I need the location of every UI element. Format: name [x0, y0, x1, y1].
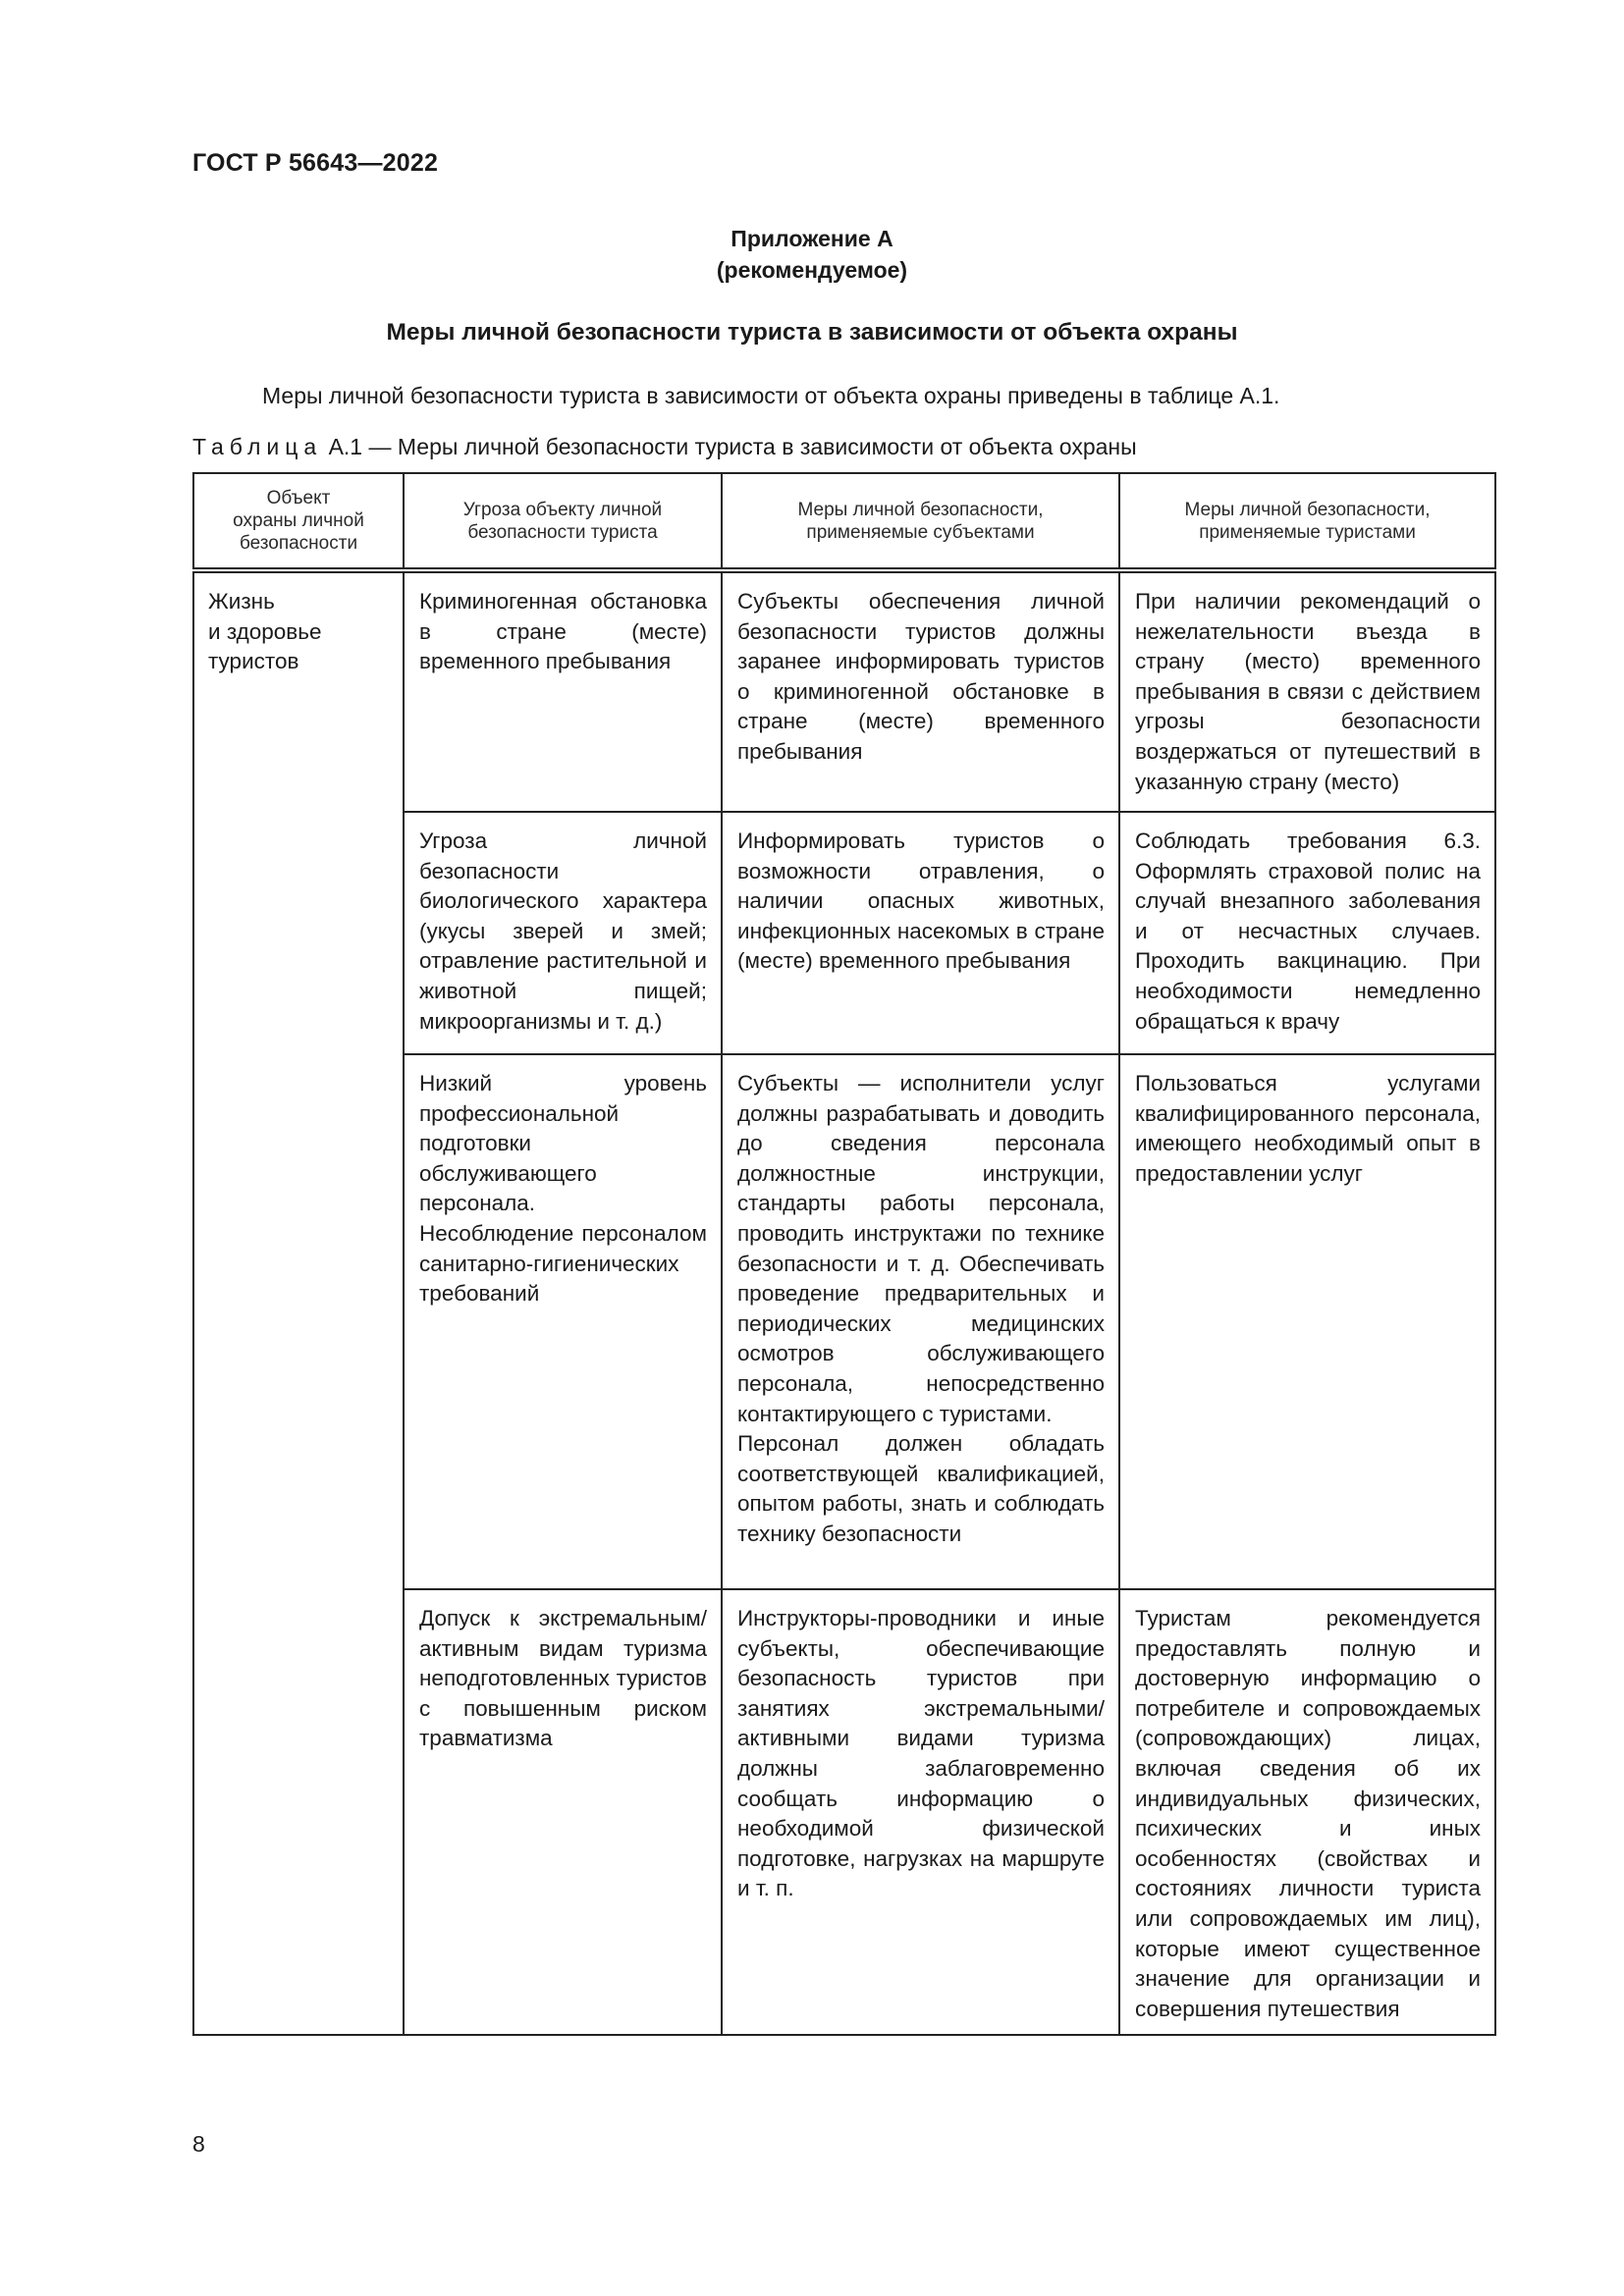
header-object-lines: [194, 487, 403, 555]
subject-measures-cell: [722, 1054, 1119, 1589]
table-row: [193, 570, 1495, 812]
paragraph: Пользоваться услугами квалифицированного персонала, имеющего необходимый опыт в предоставлении услуг: [1135, 1071, 1481, 1186]
object-lines: [194, 573, 403, 687]
header-tourist-measures: [1119, 473, 1495, 570]
appendix-subtitle: (рекомендуемое): [716, 257, 908, 283]
text-line: безопасности: [239, 533, 358, 554]
paragraph: Информировать туристов о возможности отравления, о наличии опасных животных, инфекционных насекомых в стране (месте) временного пребывания: [737, 828, 1105, 974]
intro-paragraph: Меры личной безопасности туриста в зависимости от объекта охраны приведены в таблице А.1.: [262, 383, 1280, 408]
text-line: туристов: [208, 649, 299, 674]
paragraph: Персонал должен обладать соответствующей квалификацией, опытом работы, знать и соблюдать технику безопасности: [737, 1431, 1105, 1546]
paragraph: Соблюдать требования 6.3. Оформлять страховой полис на случай внезапного заболевания и от несчастных случаев. Проходить вакцинацию. При необходимости немедленно обращаться к врачу: [1135, 828, 1481, 1034]
threat-cell: [404, 570, 722, 812]
text-line: Жизнь: [208, 589, 275, 614]
threat-text: [405, 1590, 721, 1764]
tourist-measures-cell: [1119, 570, 1495, 812]
text-line: охраны личной: [233, 510, 364, 531]
tourist-measures-text: [1120, 813, 1494, 1046]
header-object: [193, 473, 404, 570]
paragraph: Допуск к экстремальным/активным видам туризма неподготовленных туристов с повышенным риском травматизма: [419, 1606, 707, 1751]
table-caption-text: А.1 — Меры личной безопасности туриста в зависимости от объекта охраны: [322, 434, 1137, 459]
tourist-measures-text: [1120, 1055, 1494, 1199]
tourist-measures-text: [1120, 573, 1494, 807]
text-line: Меры личной безопасности,: [797, 499, 1044, 520]
text-line: применяемые туристами: [1199, 521, 1416, 543]
paragraph: Несоблюдение персоналом санитарно-гигиенических требований: [419, 1220, 707, 1307]
subject-measures-text: [723, 813, 1118, 987]
text-line: безопасности туриста: [467, 521, 658, 543]
subject-measures-cell: [722, 1589, 1119, 2035]
subject-measures-cell: [722, 570, 1119, 812]
threat-text: [405, 1055, 721, 1319]
paragraph: Инструкторы-проводники и иные субъекты, обеспечивающие безопасность туристов при занятиях экстремальными/активными видами туризма должны заблаговременно сообщать информацию о необходимой физической подготовке, нагрузках на маршруте и т. п.: [737, 1606, 1105, 1901]
text-line: Объект: [266, 488, 331, 508]
tourist-measures-cell: [1119, 1589, 1495, 2035]
header-subject-measures: [722, 473, 1119, 570]
paragraph: Туристам рекомендуется предоставлять полную и достоверную информацию о потребителе и сопровождаемых (сопровождающих) лицах, включая сведения об их индивидуальных физических, психических и иных особенностях (свойствах и состояниях личности туриста или сопровождаемых им лиц), которые имеют существенное значение для организации и совершения путешествия: [1135, 1606, 1481, 2021]
subject-measures-cell: [722, 812, 1119, 1054]
tourist-measures-cell: [1119, 1054, 1495, 1589]
appendix-title: Приложение А: [731, 226, 893, 251]
header-threat-lines: [405, 499, 721, 544]
subject-measures-text: [723, 573, 1118, 777]
threat-cell: [404, 812, 722, 1054]
text-line: применяемые субъектами: [806, 521, 1035, 543]
table-caption-label: Таблица: [192, 434, 323, 459]
paragraph: При наличии рекомендаций о нежелательности въезда в страну (место) временного пребывания в связи с действием угрозы безопасности воздержаться от путешествий в указанную страну (место): [1135, 589, 1481, 794]
measures-table: [192, 472, 1496, 2036]
threat-cell: [404, 1054, 722, 1589]
header-threat: [404, 473, 722, 570]
paragraph: Субъекты — исполнители услуг должны разрабатывать и доводить до сведения персонала должностные инструкции, стандарты работы персонала, проводить инструктажи по технике безопасности и т. д. Обеспечивать проведение предварительных и периодических медицинских осмотров обслуживающего персонала, непосредственно контактирующего с туристами.: [737, 1071, 1105, 1426]
tourist-measures-text: [1120, 1590, 1494, 2034]
text-line: Меры личной безопасности,: [1184, 499, 1431, 520]
object-cell: [193, 570, 404, 2035]
paragraph: Субъекты обеспечения личной безопасности туристов должны заранее информировать туристов о криминогенной обстановке в стране (месте) временного пребывания: [737, 589, 1105, 764]
section-title: Меры личной безопасности туриста в зависимости от объекта охраны: [386, 319, 1238, 346]
subject-measures-text: [723, 1590, 1118, 1914]
header-subject-measures-lines: [723, 499, 1118, 544]
subject-measures-text: [723, 1055, 1118, 1560]
paragraph: Угроза личной безопасности биологического характера (укусы зверей и змей; отравление растительной и животной пищей; микроорганизмы и т. д.): [419, 828, 707, 1034]
threat-text: [405, 813, 721, 1046]
tourist-measures-cell: [1119, 812, 1495, 1054]
header-tourist-measures-lines: [1120, 499, 1494, 544]
paragraph: Низкий уровень профессиональной подготовки обслуживающего персонала.: [419, 1071, 707, 1216]
text-line: Угроза объекту личной: [462, 499, 663, 520]
page-number: 8: [192, 2131, 205, 2157]
table-header-row: [193, 473, 1495, 570]
text-line: и здоровье: [208, 618, 322, 644]
threat-text: [405, 573, 721, 687]
table-caption: [192, 434, 1137, 460]
threat-cell: [404, 1589, 722, 2035]
paragraph: Криминогенная обстановка в стране (месте) временного пребывания: [419, 589, 707, 674]
document-code: ГОСТ Р 56643—2022: [192, 149, 439, 177]
